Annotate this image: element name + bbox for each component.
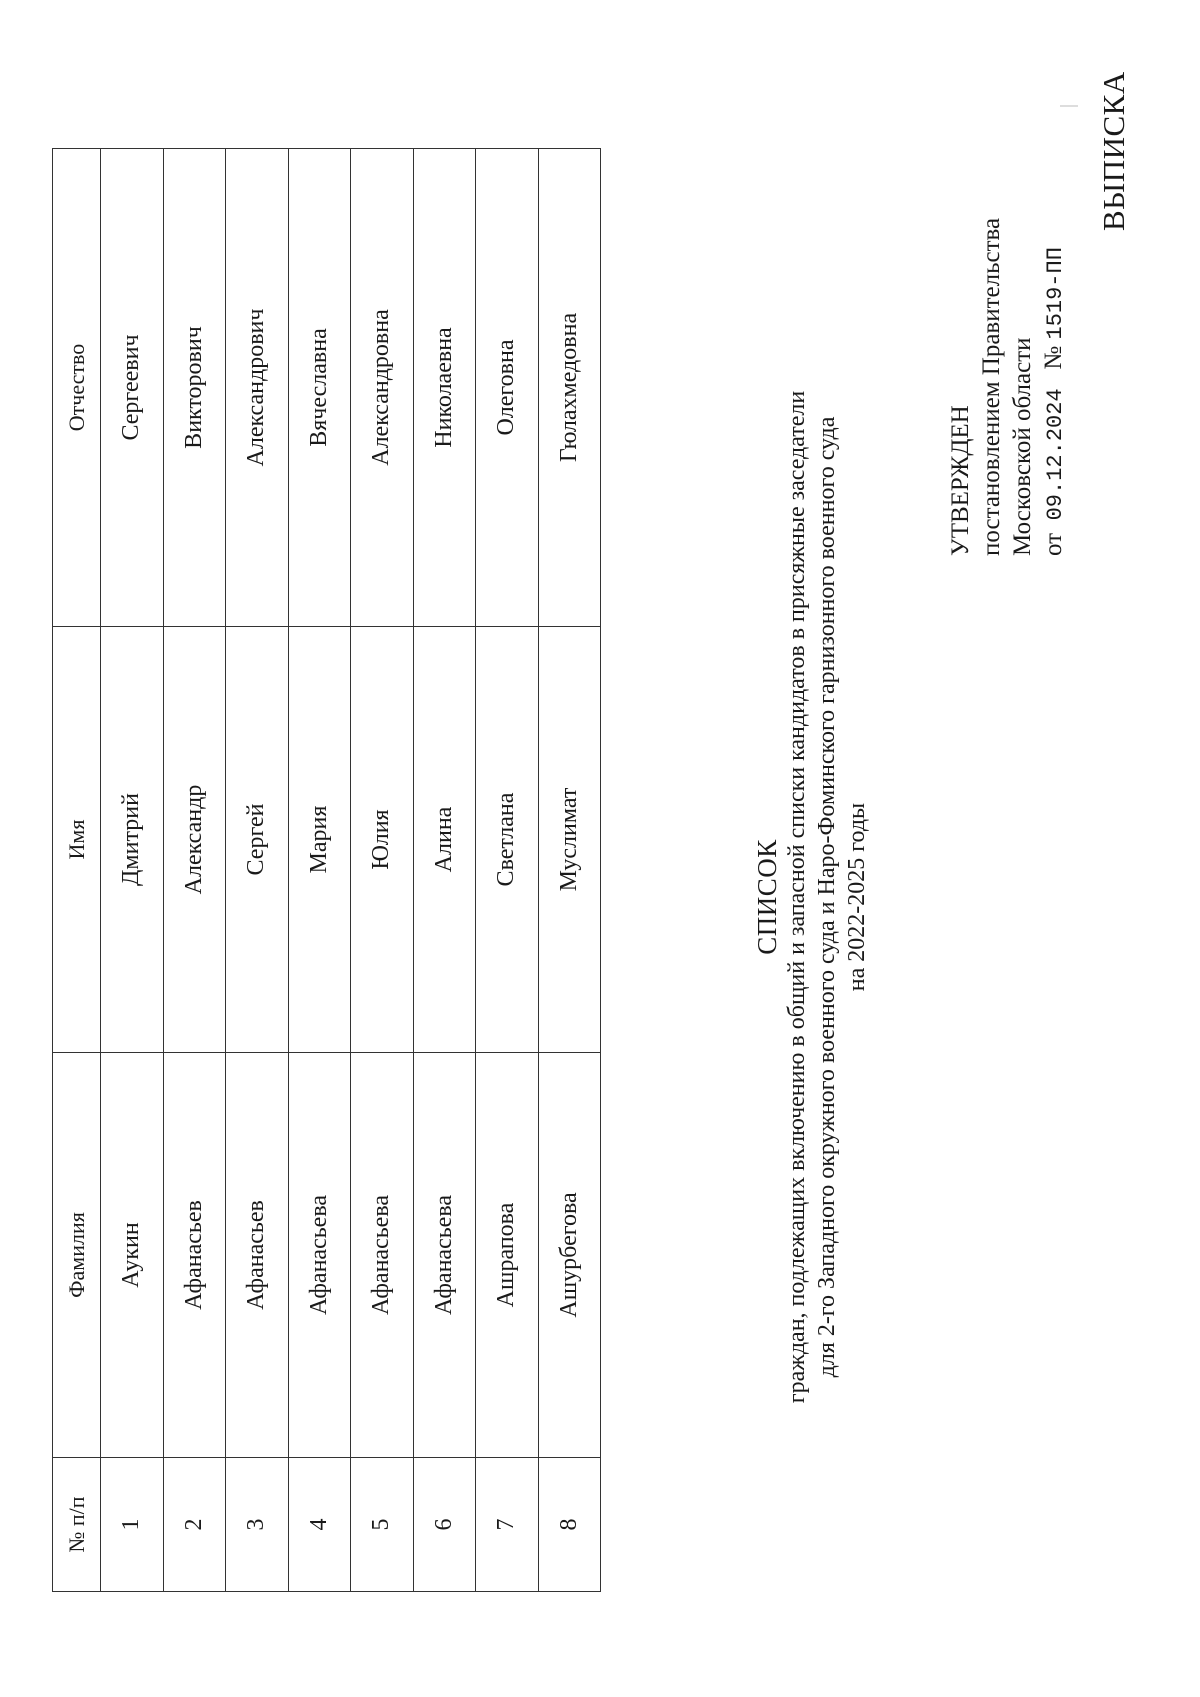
column-header-name: Имя (53, 627, 101, 1053)
table-row (413, 149, 476, 1592)
cell-patronymic: Николаевна (413, 149, 476, 627)
approval-date-row (1038, 218, 1071, 556)
cell-number: 3 (226, 1458, 289, 1592)
cell-number: 1 (101, 1458, 164, 1592)
cell-name: Сергей (226, 627, 289, 1053)
approval-stamp-block (945, 218, 1071, 556)
cell-number: 7 (476, 1458, 539, 1592)
cell-number: 4 (288, 1458, 351, 1592)
scan-artifact (1060, 105, 1078, 107)
approval-number: 1519-ПП (1043, 247, 1068, 340)
approval-date: 09.12.2024 (1043, 388, 1068, 521)
table-row (538, 149, 601, 1592)
cell-patronymic: Олеговна (476, 149, 539, 627)
approval-line-approved: УТВЕРЖДЕН (947, 405, 974, 556)
cell-surname: Ашурбегова (538, 1053, 601, 1458)
approval-line-resolution: постановлением Правительства (978, 217, 1005, 556)
candidates-table (52, 148, 601, 1592)
extract-label: ВЫПИСКА (1096, 71, 1131, 231)
column-header-patronymic: Отчество (53, 149, 101, 627)
table-row (288, 149, 351, 1592)
cell-surname: Афанасьев (226, 1053, 289, 1458)
cell-name: Юлия (351, 627, 414, 1053)
cell-number: 8 (538, 1458, 601, 1592)
cell-patronymic: Гюлахмедовна (538, 149, 601, 627)
column-header-number: № п/п (53, 1458, 101, 1592)
cell-patronymic: Вячеславна (288, 149, 351, 627)
cell-name: Муслимат (538, 627, 601, 1053)
cell-surname: Афанасьев (163, 1053, 226, 1458)
date-prefix: от (1040, 532, 1067, 556)
cell-name: Дмитрий (101, 627, 164, 1053)
cell-patronymic: Викторович (163, 149, 226, 627)
cell-surname: Афанасьева (351, 1053, 414, 1458)
document-heading: СПИСОК (752, 839, 782, 955)
document-subtitle-line-3: на 2022-2025 годы (844, 802, 870, 992)
cell-patronymic: Александрович (226, 149, 289, 627)
cell-number: 2 (163, 1458, 226, 1592)
table-header-row (53, 149, 101, 1592)
document-subtitle-line-2: для 2-го Западного окружного военного суда и Наро-Фоминского гарнизонного военного суда (814, 416, 840, 1378)
cell-surname: Афанасьева (288, 1053, 351, 1458)
cell-surname: Аукин (101, 1053, 164, 1458)
cell-name: Светлана (476, 627, 539, 1053)
table-row (101, 149, 164, 1592)
number-prefix: № (1040, 345, 1067, 370)
table-row (163, 149, 226, 1592)
table-row (476, 149, 539, 1592)
cell-name: Алина (413, 627, 476, 1053)
cell-name: Мария (288, 627, 351, 1053)
document-title-block (752, 247, 872, 1547)
table-row (226, 149, 289, 1592)
cell-name: Александр (163, 627, 226, 1053)
cell-number: 5 (351, 1458, 414, 1592)
column-header-surname: Фамилия (53, 1053, 101, 1458)
approval-line-region: Московской области (1009, 337, 1036, 556)
cell-patronymic: Сергеевич (101, 149, 164, 627)
cell-surname: Ашрапова (476, 1053, 539, 1458)
table-row (351, 149, 414, 1592)
cell-surname: Афанасьева (413, 1053, 476, 1458)
document-subtitle-line-1: граждан, подлежащих включению в общий и запасной списки кандидатов в присяжные заседатели (784, 390, 810, 1404)
cell-patronymic: Александровна (351, 149, 414, 627)
cell-number: 6 (413, 1458, 476, 1592)
